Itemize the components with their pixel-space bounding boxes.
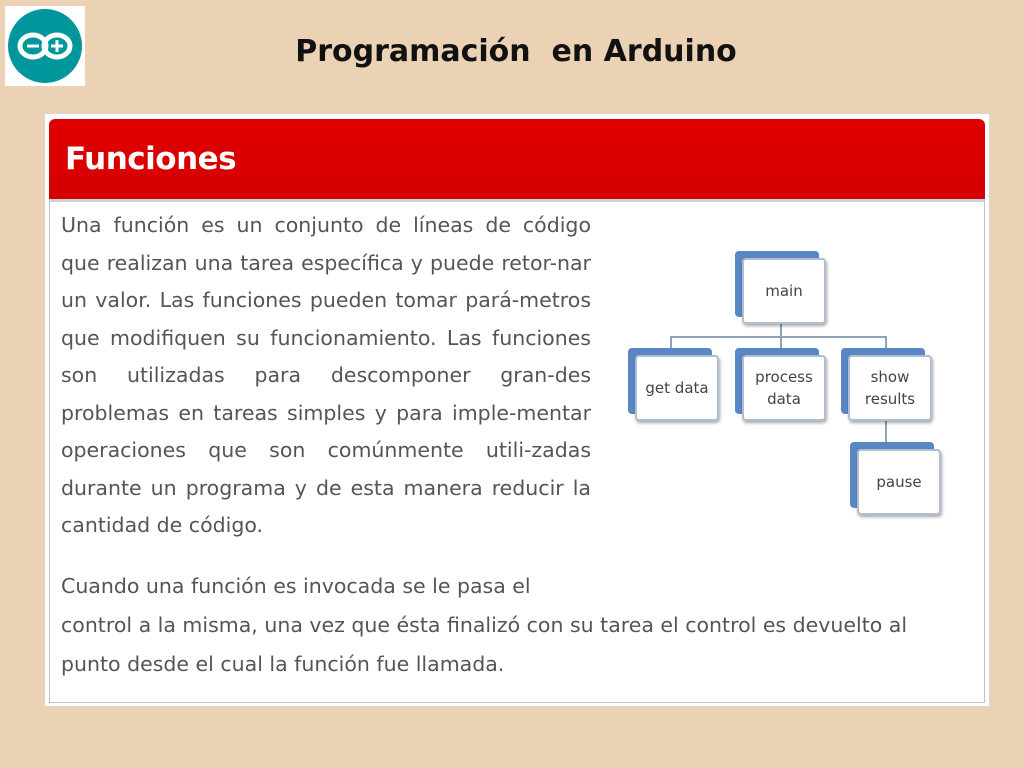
functions-panel	[44, 113, 990, 707]
node-get-data-label: get data	[635, 355, 719, 421]
node-pause-label: pause	[857, 449, 941, 515]
slide-title: Programación en Arduino	[295, 34, 737, 69]
paragraph-invocation-line1: Cuando una función es invocada se le pasa el	[61, 574, 531, 598]
node-process-data-label: process data	[742, 355, 826, 421]
panel-header	[49, 119, 985, 199]
connector-show-results	[885, 336, 887, 348]
function-diagram	[625, 246, 965, 526]
connector-process-data	[780, 336, 782, 348]
connector-get-data	[670, 336, 672, 348]
node-show-results-label: show results	[848, 355, 932, 421]
paragraph-definition: Una función es un conjunto de líneas de código que realizan una tarea específica y puede retor-nar un valor. Las funciones pueden tomar pará-metros que modifiquen su funcionamiento. Las funciones son utilizadas para descomponer gran-des problemas en tareas simples y para imple-mentar operaciones que son comúnmente utili-zadas durante un programa y de esta manera reducir la cantidad de código.	[61, 213, 591, 537]
paragraph-invocation-rest: control a la misma, una vez que ésta finalizó con su tarea el control es devuelto al punto desde el cual la función fue llamada.	[61, 613, 908, 676]
node-main-label: main	[742, 258, 826, 324]
panel-header-title: Funciones	[65, 141, 237, 177]
connector-horizontal	[670, 336, 887, 338]
paragraph-invocation	[61, 567, 973, 684]
